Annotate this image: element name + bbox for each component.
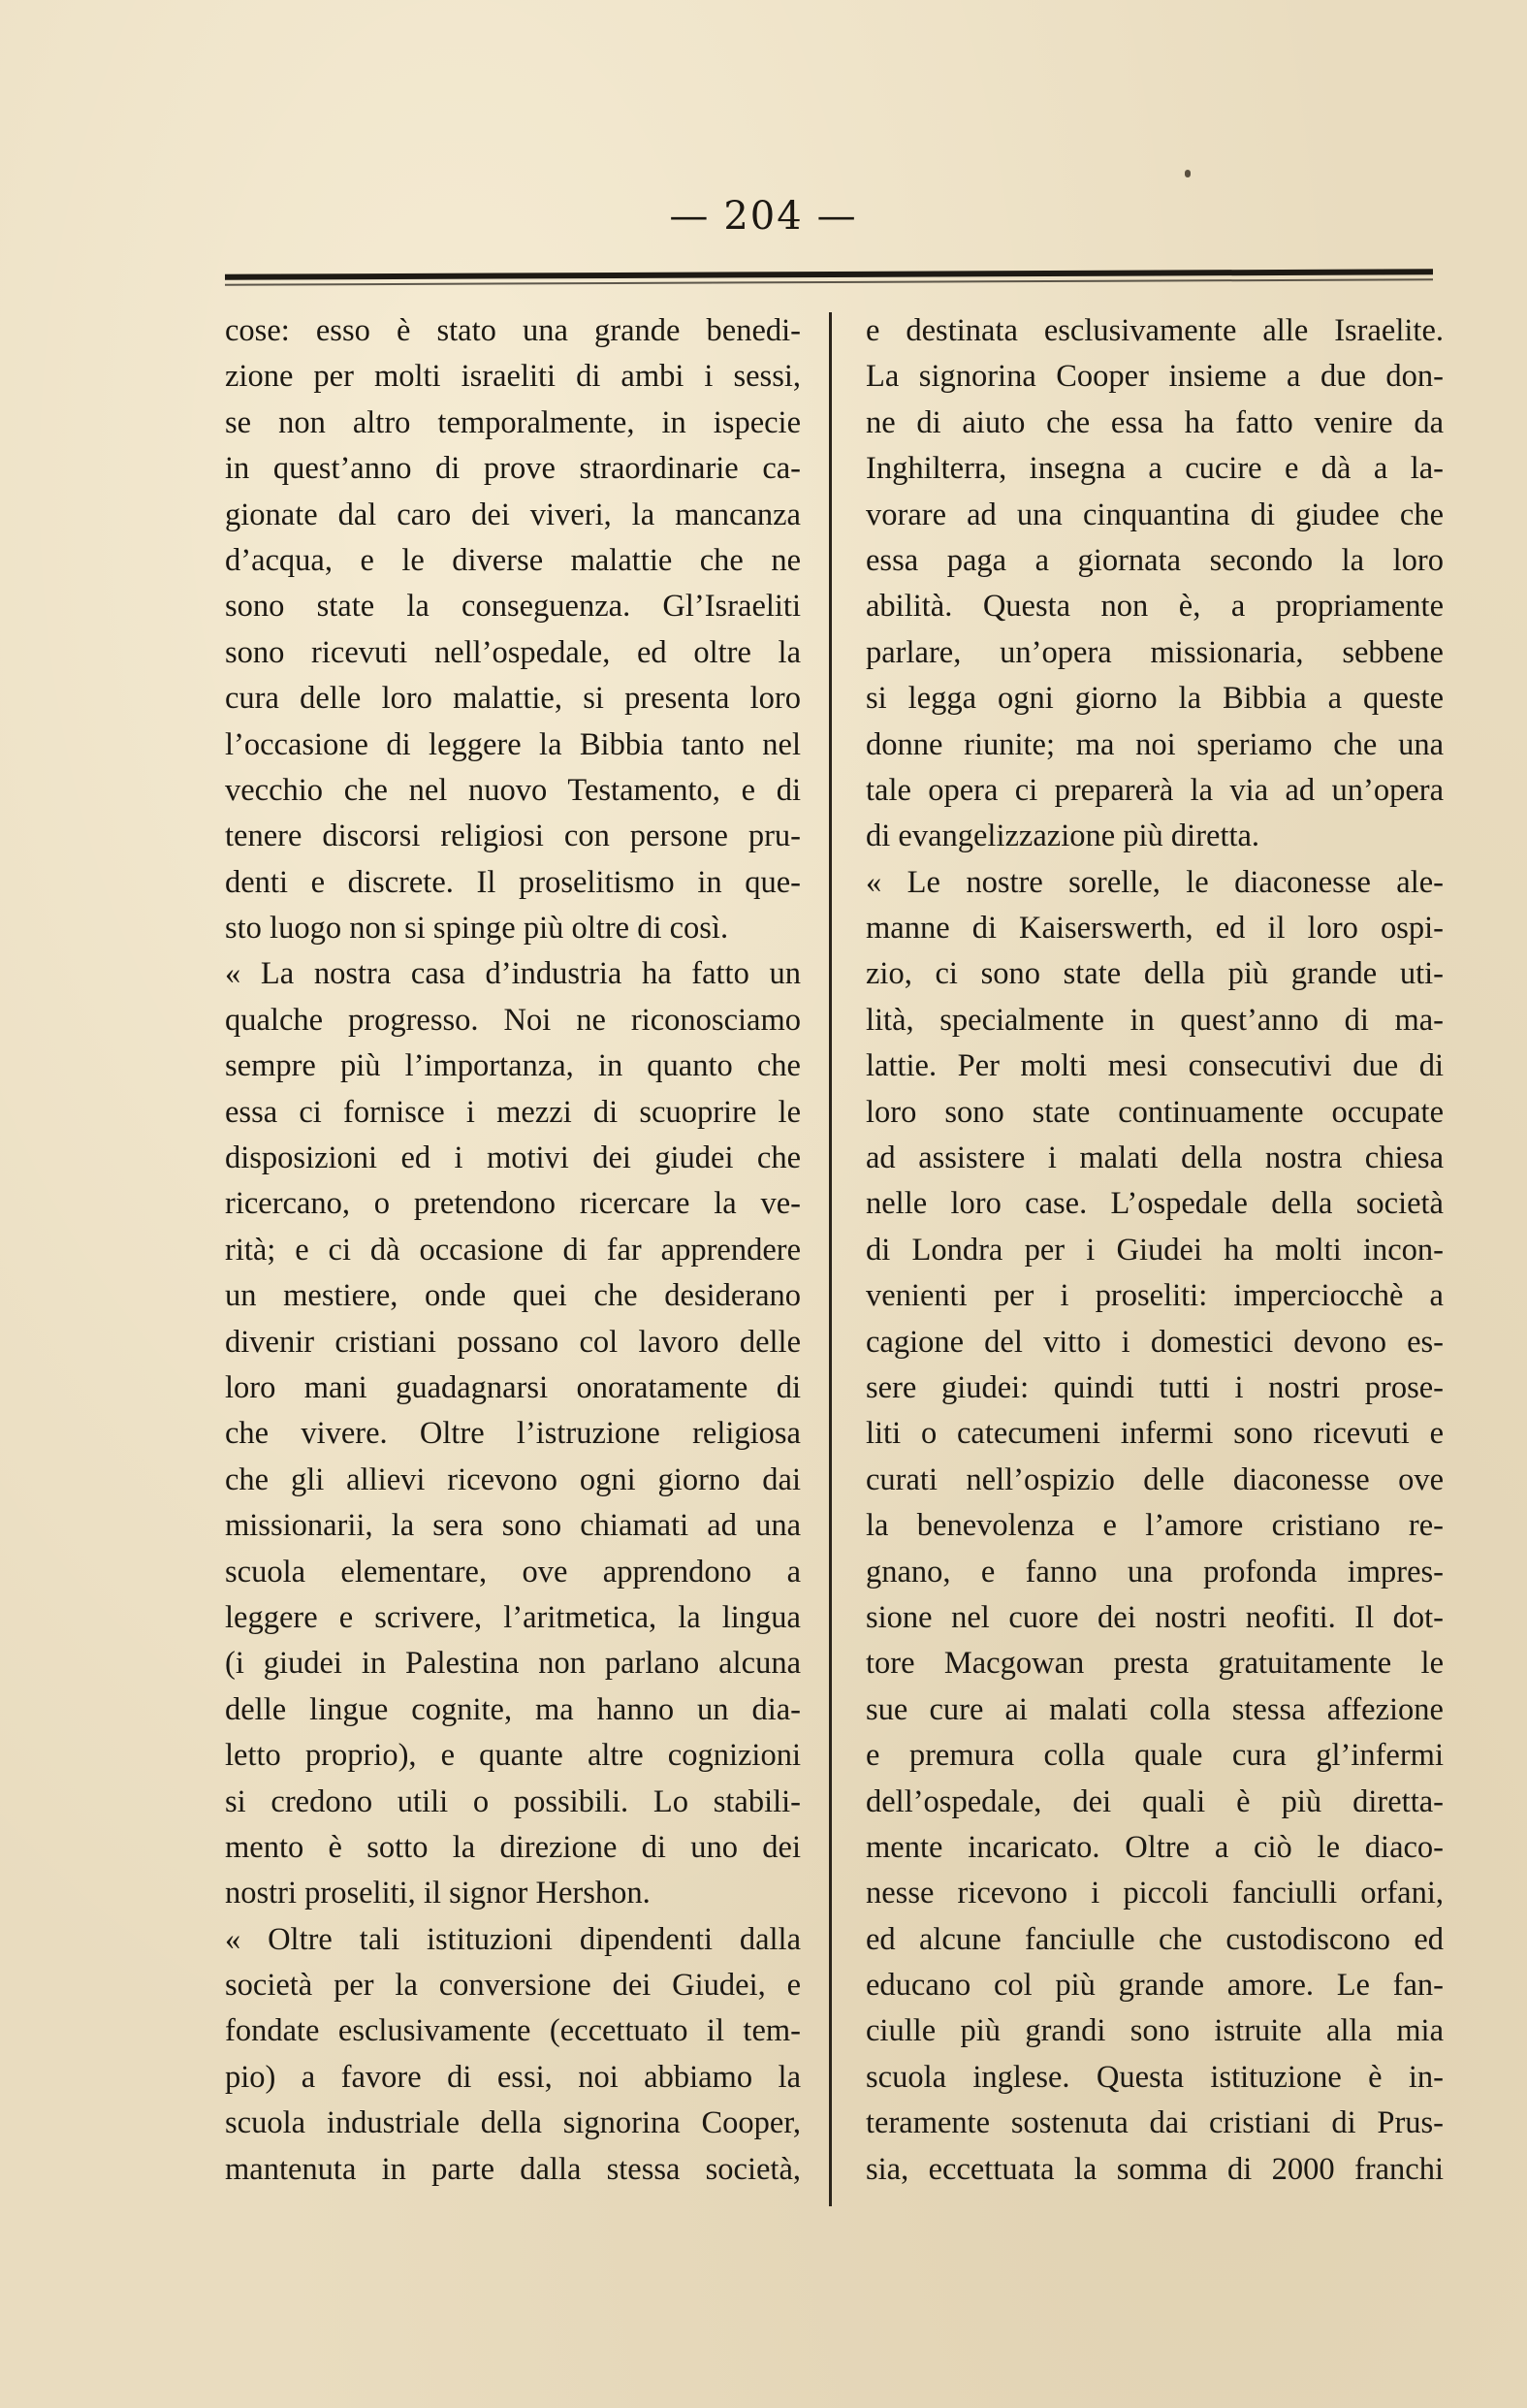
text-line: donne riunite; ma noi speriamo che una bbox=[866, 726, 1444, 762]
text-line: manne di Kaiserswerth, ed il loro ospi- bbox=[866, 911, 1444, 947]
text-line: delle lingue cognite, ma hanno un dia- bbox=[225, 1691, 801, 1727]
text-line: dell’ospedale, dei quali è più diretta- bbox=[866, 1783, 1444, 1819]
text-line: ed alcune fanciulle che custodiscono ed bbox=[866, 1921, 1444, 1957]
text-line: mantenuta in parte dalla stessa società, bbox=[225, 2151, 801, 2187]
text-line: nesse ricevono i piccoli fanciulli orfani, bbox=[866, 1876, 1444, 1911]
text-line: « La nostra casa d’industria ha fatto un bbox=[225, 956, 801, 992]
page-header bbox=[0, 194, 1527, 239]
text-line: (i giudei in Palestina non parlano alcuna bbox=[225, 1646, 801, 1682]
text-line: scuola inglese. Questa istituzione è in- bbox=[866, 2059, 1444, 2095]
header-rule-thin bbox=[225, 278, 1433, 285]
text-line: scuola industriale della signorina Cooper, bbox=[225, 2105, 801, 2141]
text-line: che vivere. Oltre l’istruzione religiosa bbox=[225, 1416, 801, 1452]
text-line: tale opera ci preparerà la via ad un’opera bbox=[866, 772, 1444, 808]
text-line: La signorina Cooper insieme a due don- bbox=[866, 359, 1444, 395]
text-line: gnano, e fanno una profonda impres- bbox=[866, 1554, 1444, 1589]
text-line: essa paga a giornata secondo la loro bbox=[866, 542, 1444, 578]
header-dash-right: — bbox=[816, 194, 858, 239]
text-line: si credono utili o possibili. Lo stabili- bbox=[225, 1783, 801, 1819]
text-line: loro mani guadagnarsi onoratamente di bbox=[225, 1369, 801, 1405]
text-line: sto luogo non si spinge più oltre di così. bbox=[225, 911, 729, 947]
text-line: e premura colla quale cura gl’infermi bbox=[866, 1738, 1444, 1774]
text-line: zio, ci sono state della più grande uti- bbox=[866, 956, 1444, 992]
text-line: si legga ogni giorno la Bibbia a queste bbox=[866, 681, 1444, 717]
text-line: missionarii, la sera sono chiamati ad una bbox=[225, 1508, 801, 1544]
right-column bbox=[866, 308, 1444, 2193]
text-line: ad assistere i malati della nostra chiesa bbox=[866, 1140, 1444, 1176]
text-line: venienti per i proseliti: imperciocchè a bbox=[866, 1278, 1444, 1314]
text-line: un mestiere, onde quei che desiderano bbox=[225, 1278, 801, 1314]
text-line: lattie. Per molti mesi consecutivi due di bbox=[866, 1048, 1444, 1084]
text-line: di Londra per i Giudei ha molti incon- bbox=[866, 1232, 1444, 1268]
header-rule bbox=[225, 269, 1433, 279]
text-line: società per la conversione dei Giudei, e bbox=[225, 1968, 801, 2004]
text-line: nelle loro case. L’ospedale della società bbox=[866, 1186, 1444, 1222]
text-line: loro sono state continuamente occupate bbox=[866, 1094, 1444, 1130]
text-line: educano col più grande amore. Le fan- bbox=[866, 1968, 1444, 2004]
page-number: 204 bbox=[723, 194, 804, 239]
text-line: sere giudei: quindi tutti i nostri prose- bbox=[866, 1369, 1444, 1405]
text-line: in quest’anno di prove straordinarie ca- bbox=[225, 451, 801, 487]
text-line: parlare, un’opera missionaria, sebbene bbox=[866, 634, 1444, 670]
text-line: disposizioni ed i motivi dei giudei che bbox=[225, 1140, 801, 1176]
text-line: ne di aiuto che essa ha fatto venire da bbox=[866, 404, 1444, 440]
text-line: sempre più l’importanza, in quanto che bbox=[225, 1048, 801, 1084]
text-line: mente incaricato. Oltre a ciò le diaco- bbox=[866, 1829, 1444, 1865]
text-line: vorare ad una cinquantina di giudee che bbox=[866, 497, 1444, 532]
text-line: tore Macgowan presta gratuitamente le bbox=[866, 1646, 1444, 1682]
text-line: « Oltre tali istituzioni dipendenti dalla bbox=[225, 1921, 801, 1957]
header-dash-left: — bbox=[669, 194, 711, 239]
text-line: e destinata esclusivamente alle Israelite. bbox=[866, 313, 1444, 348]
text-line: divenir cristiani possano col lavoro delle bbox=[225, 1324, 801, 1360]
text-line: se non altro temporalmente, in ispecie bbox=[225, 404, 801, 440]
text-line: di evangelizzazione più diretta. bbox=[866, 819, 1260, 854]
text-line: teramente sostenuta dai cristiani di Prus- bbox=[866, 2105, 1444, 2141]
ink-speck bbox=[1185, 170, 1191, 177]
text-line: lità, specialmente in quest’anno di ma- bbox=[866, 1002, 1444, 1038]
text-line: curati nell’ospizio delle diaconesse ove bbox=[866, 1461, 1444, 1497]
left-column bbox=[225, 308, 801, 2193]
text-line: che gli allievi ricevono ogni giorno dai bbox=[225, 1461, 801, 1497]
text-line: ricercano, o pretendono ricercare la ve- bbox=[225, 1186, 801, 1222]
text-line: cagione del vitto i domestici devono es- bbox=[866, 1324, 1444, 1360]
text-line: sione nel cuore dei nostri neofiti. Il dot- bbox=[866, 1599, 1444, 1635]
text-line: sono ricevuti nell’ospedale, ed oltre la bbox=[225, 634, 801, 670]
text-line: « Le nostre sorelle, le diaconesse ale- bbox=[866, 864, 1444, 900]
text-line: sue cure ai malati colla stessa affezione bbox=[866, 1691, 1444, 1727]
text-line: sono state la conseguenza. Gl’Israeliti bbox=[225, 589, 801, 625]
text-line: zione per molti israeliti di ambi i sessi, bbox=[225, 359, 801, 395]
text-line: vecchio che nel nuovo Testamento, e di bbox=[225, 772, 801, 808]
text-line: Inghilterra, insegna a cucire e dà a la- bbox=[866, 451, 1444, 487]
text-line: gionate dal caro dei viveri, la mancanza bbox=[225, 497, 801, 532]
text-line: tenere discorsi religiosi con persone pru- bbox=[225, 819, 801, 854]
text-line: qualche progresso. Noi ne riconosciamo bbox=[225, 1002, 801, 1038]
text-line: nostri proseliti, il signor Hershon. bbox=[225, 1876, 651, 1911]
text-line: scuola elementare, ove apprendono a bbox=[225, 1554, 801, 1589]
text-line: pio) a favore di essi, noi abbiamo la bbox=[225, 2059, 801, 2095]
text-line: mento è sotto la direzione di uno dei bbox=[225, 1829, 801, 1865]
text-line: essa ci fornisce i mezzi di scuoprire le bbox=[225, 1094, 801, 1130]
text-line: la benevolenza e l’amore cristiano re- bbox=[866, 1508, 1444, 1544]
text-line: cose: esso è stato una grande benedi- bbox=[225, 313, 801, 348]
text-line: liti o catecumeni infermi sono ricevuti e bbox=[866, 1416, 1444, 1452]
text-line: letto proprio), e quante altre cognizioni bbox=[225, 1738, 801, 1774]
text-line: denti e discrete. Il proselitismo in que- bbox=[225, 864, 801, 900]
text-line: l’occasione di leggere la Bibbia tanto nel bbox=[225, 726, 801, 762]
text-line: d’acqua, e le diverse malattie che ne bbox=[225, 542, 801, 578]
text-line: rità; e ci dà occasione di far apprendere bbox=[225, 1232, 801, 1268]
text-line: leggere e scrivere, l’aritmetica, la lingua bbox=[225, 1599, 801, 1635]
text-line: ciulle più grandi sono istruite alla mia bbox=[866, 2013, 1444, 2049]
text-line: fondate esclusivamente (eccettuato il tem- bbox=[225, 2013, 801, 2049]
text-line: sia, eccettuata la somma di 2000 franchi bbox=[866, 2151, 1444, 2187]
text-line: cura delle loro malattie, si presenta loro bbox=[225, 681, 801, 717]
column-divider bbox=[829, 312, 832, 2206]
text-line: abilità. Questa non è, a propriamente bbox=[866, 589, 1444, 625]
